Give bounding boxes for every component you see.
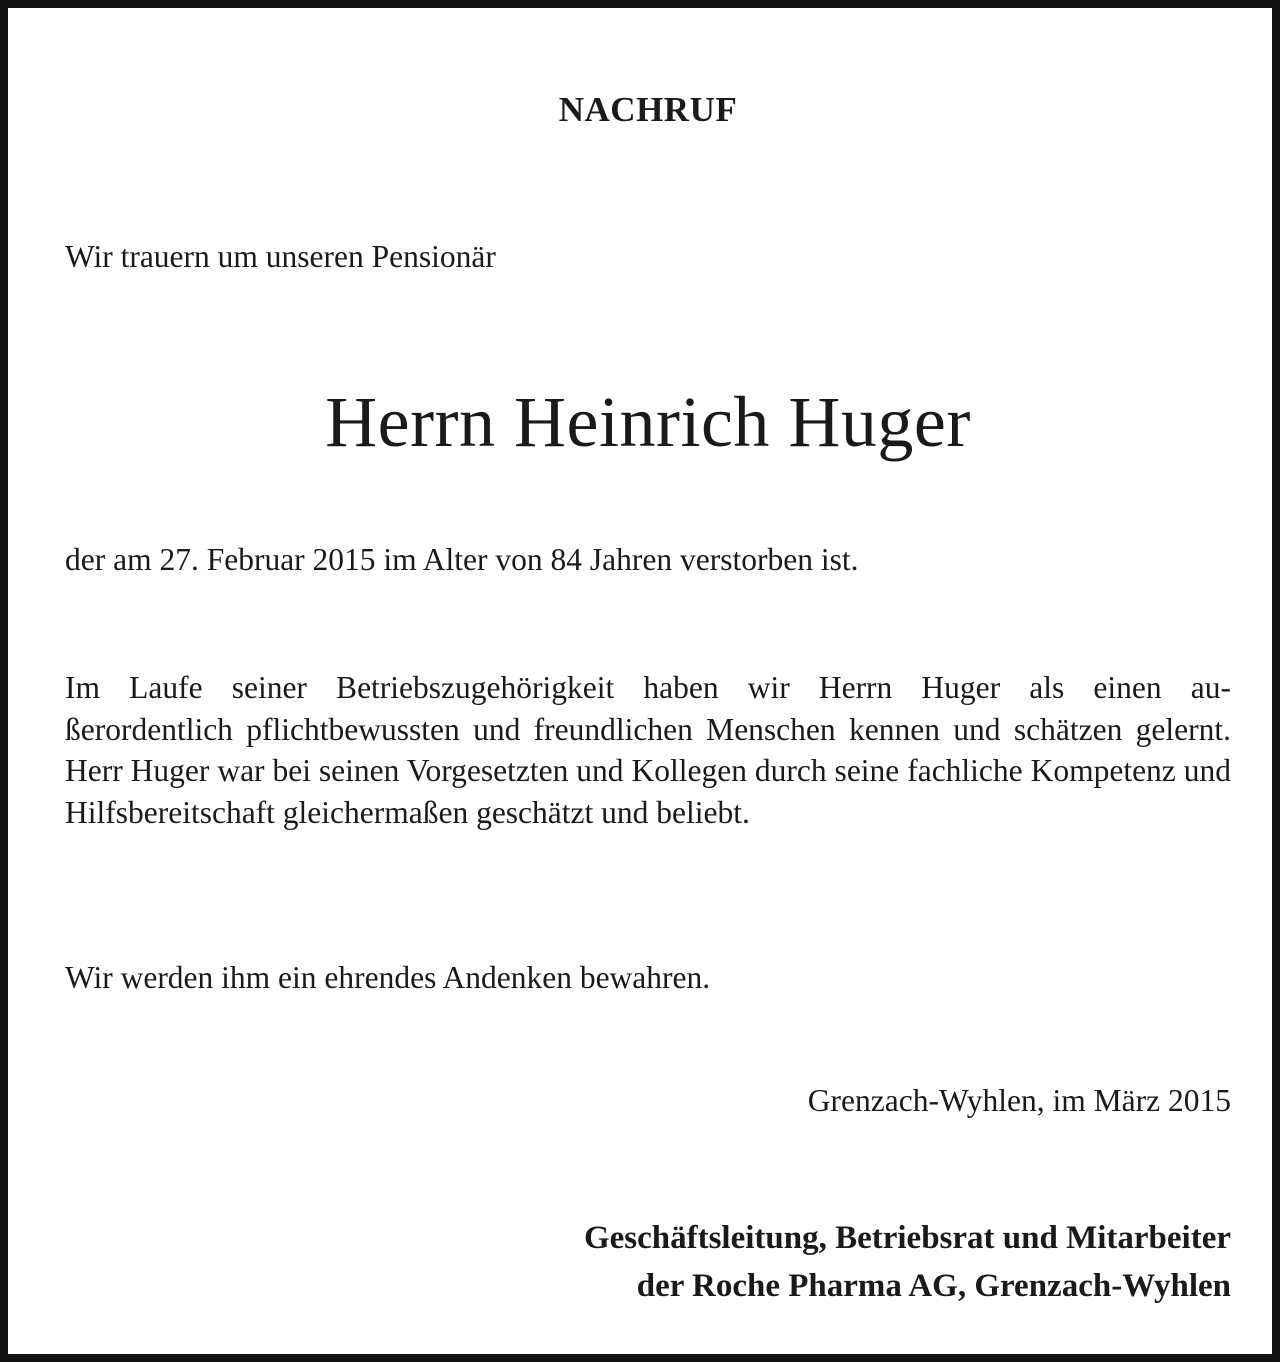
intro-line: Wir trauern um unseren Pensionär — [65, 239, 496, 274]
signature-line-1: Geschäftsleitung, Betriebsrat und Mitarbeiter — [583, 1220, 1231, 1256]
signature-block — [65, 1214, 1231, 1310]
tribute-line-1: Im Laufe seiner Betriebszugehörigkeit haben wir Herrn Huger als einen au- — [65, 670, 1231, 705]
signature-line-2: der Roche Pharma AG, Grenzach-Wyhlen — [636, 1268, 1231, 1304]
notice-heading: NACHRUF — [558, 90, 738, 129]
deceased-name: Herrn Heinrich Huger — [325, 382, 971, 462]
tribute-rest: ßerordentlich pflichtbewussten und freundlichen Menschen kennen und schätzen gelernt. Herr Huger war bei seinen Vorgesetzten und Kollegen durch seine fachliche Kompetenz und Hilfsbereitschaft gleichermaßen geschätzt und beliebt. — [65, 711, 1231, 830]
place-date: Grenzach-Wyhlen, im März 2015 — [807, 1083, 1231, 1118]
death-date-line: der am 27. Februar 2015 im Alter von 84 Jahren verstorben ist. — [65, 542, 859, 577]
tribute-paragraph — [65, 667, 1231, 833]
closing-line: Wir werden ihm ein ehrendes Andenken bewahren. — [65, 960, 711, 995]
